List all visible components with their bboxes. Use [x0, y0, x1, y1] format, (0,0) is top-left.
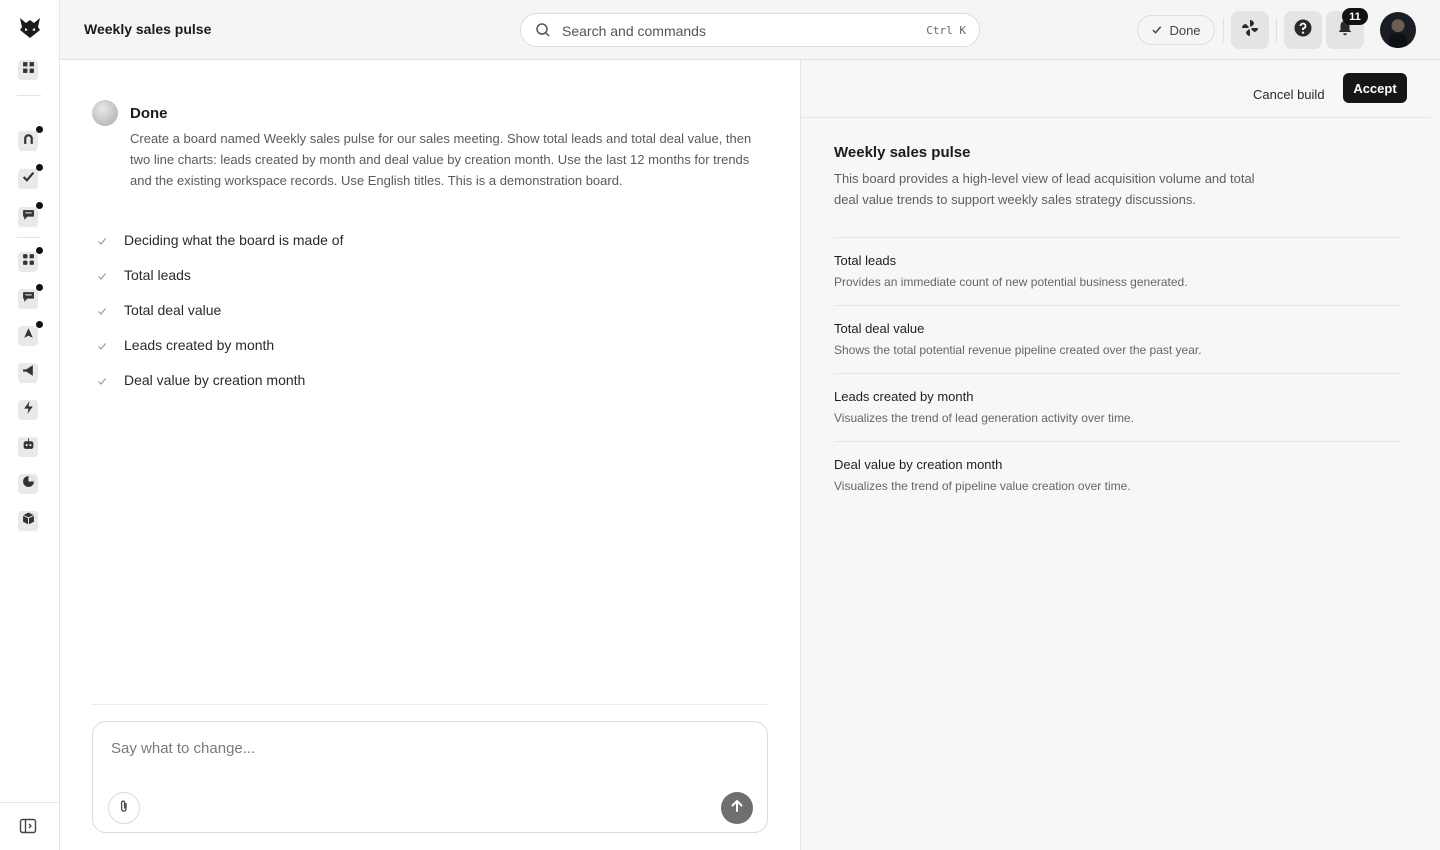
build-step — [96, 222, 343, 257]
check-icon — [96, 234, 108, 246]
widget-summary — [834, 237, 1400, 289]
sidebar — [0, 0, 60, 850]
widget-title: Deal value by creation month — [834, 457, 1003, 472]
help-icon — [1293, 18, 1313, 43]
widget-description: Shows the total potential revenue pipeline created over the past year. — [834, 343, 1202, 357]
search-shortcut-hint: Ctrl K — [926, 24, 966, 37]
sidebar-item-automations[interactable] — [18, 400, 38, 420]
notification-dot — [36, 202, 43, 209]
sidebar-item-conversations[interactable] — [18, 207, 38, 227]
composer-divider — [92, 704, 768, 705]
user-prompt: Create a board named Weekly sales pulse for our sales meeting. Show total leads and total deal value, then two line charts: leads created by month and deal value by creation month. Use the last 12 months for trends and the existing workspace records. Use English titles. This is a demonstration board. — [130, 131, 752, 188]
sidebar-item-tasks[interactable] — [18, 169, 38, 189]
message-input[interactable] — [111, 740, 711, 757]
sidebar-item-messages[interactable] — [18, 289, 38, 309]
sidebar-divider — [17, 237, 41, 238]
checkbox-icon — [22, 170, 35, 188]
sidebar-item-objects[interactable] — [18, 511, 38, 531]
sidebar-footer-divider — [0, 802, 60, 803]
app-logo-icon[interactable] — [17, 15, 43, 41]
sidebar-item-launch[interactable] — [18, 326, 38, 346]
check-icon — [96, 339, 108, 351]
pinwheel-icon — [1240, 18, 1260, 43]
board-title: Weekly sales pulse — [834, 144, 971, 161]
build-step-label: Total deal value — [124, 301, 222, 318]
notification-count-badge: 11 — [1342, 8, 1368, 25]
sidebar-item-leads[interactable] — [18, 131, 38, 151]
check-icon — [96, 269, 108, 281]
build-step — [96, 257, 343, 292]
widget-summary — [834, 441, 1400, 493]
apps-icon — [22, 253, 35, 271]
check-icon — [96, 304, 108, 316]
sidebar-item-dashboards[interactable] — [18, 60, 38, 80]
build-chat-panel — [60, 60, 800, 850]
widget-summary — [834, 305, 1400, 357]
sidebar-item-reports[interactable] — [18, 474, 38, 494]
top-bar — [60, 0, 1440, 60]
message-icon — [22, 290, 35, 308]
megaphone-icon — [22, 364, 35, 382]
notification-dot — [36, 247, 43, 254]
build-step-label: Deal value by creation month — [124, 371, 306, 388]
help-button[interactable] — [1284, 11, 1322, 49]
widget-description: Provides an immediate count of new potential business generated. — [834, 275, 1188, 289]
search-icon — [535, 22, 551, 38]
notification-dot — [36, 164, 43, 171]
cube-icon — [22, 512, 35, 530]
sidebar-divider — [17, 95, 41, 96]
widget-description: Visualizes the trend of pipeline value creation over time. — [834, 479, 1131, 493]
check-icon — [96, 374, 108, 386]
widget-summary — [834, 373, 1400, 425]
grid-icon — [22, 61, 35, 79]
agent-status: Done — [130, 105, 168, 122]
arrow-up-icon — [729, 798, 745, 819]
sidebar-collapse-icon[interactable] — [19, 817, 37, 835]
widget-title: Leads created by month — [834, 389, 974, 404]
build-steps-list — [96, 222, 343, 397]
widget-description: Visualizes the trend of lead generation activity over time. — [834, 411, 1134, 425]
board-preview-panel — [800, 60, 1440, 850]
widget-title: Total deal value — [834, 321, 925, 336]
magnet-icon — [22, 132, 35, 150]
preview-header-divider — [801, 117, 1431, 118]
header-divider — [1276, 18, 1277, 42]
check-icon — [1151, 23, 1162, 38]
build-step — [96, 292, 343, 327]
chat-icon — [22, 208, 35, 226]
widget-title: Total leads — [834, 253, 897, 268]
paperclip-icon — [117, 799, 131, 818]
status-label: Done — [1169, 22, 1201, 38]
message-composer — [92, 721, 768, 833]
attach-button[interactable] — [108, 792, 140, 824]
accept-button[interactable]: Accept — [1343, 73, 1407, 103]
status-button[interactable] — [1137, 15, 1215, 45]
ai-assistant-button[interactable] — [1231, 11, 1269, 49]
build-step-label: Deciding what the board is made of — [124, 231, 344, 248]
notification-dot — [36, 284, 43, 291]
bot-icon — [22, 438, 35, 456]
user-avatar[interactable] — [1380, 12, 1416, 48]
notification-dot — [36, 126, 43, 133]
page-title: Weekly sales pulse — [84, 21, 212, 37]
header-divider — [1223, 18, 1224, 42]
notification-dot — [36, 321, 43, 328]
send-button[interactable] — [721, 792, 753, 824]
pie-chart-icon — [22, 475, 35, 493]
build-step — [96, 327, 343, 362]
build-step-label: Total leads — [124, 266, 191, 283]
search-bar[interactable] — [520, 13, 980, 47]
search-placeholder: Search and commands — [562, 23, 706, 39]
sidebar-item-campaigns[interactable] — [18, 363, 38, 383]
cancel-build-button[interactable]: Cancel build — [1253, 86, 1325, 102]
lightning-icon — [22, 401, 35, 419]
agent-avatar — [92, 100, 118, 126]
build-step — [96, 362, 343, 397]
build-step-label: Leads created by month — [124, 336, 275, 353]
rocket-icon — [22, 327, 35, 345]
sidebar-item-apps[interactable] — [18, 252, 38, 272]
board-description: This board provides a high-level view of lead acquisition volume and total deal value trends to support weekly sales strategy discussions. — [834, 171, 1255, 207]
sidebar-item-agents[interactable] — [18, 437, 38, 457]
